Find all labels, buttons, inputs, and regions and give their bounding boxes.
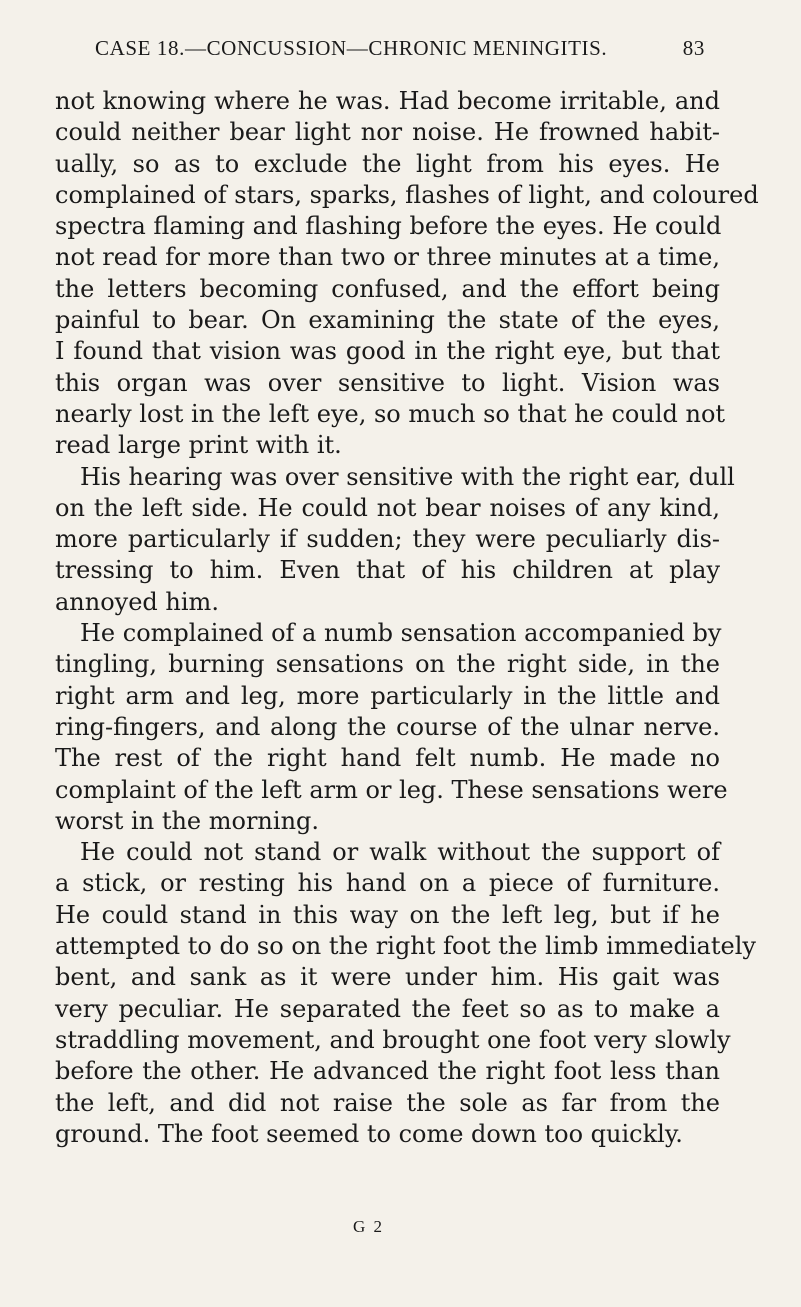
text-line: spectra flaming and flashing before the eyes. He could	[55, 212, 722, 241]
running-head	[95, 36, 705, 68]
text-line: I found that vision was good in the right eye, but that	[55, 337, 720, 366]
text-line: worst in the morning.	[55, 806, 320, 835]
text-line: tingling, burning sensations on the right side, in the	[55, 650, 720, 679]
text-line: not read for more than two or three minutes at a time,	[55, 243, 720, 272]
text-line: a stick, or resting his hand on a piece of furniture.	[55, 869, 720, 898]
text-line: bent, and sank as it were under him. His gait was	[55, 963, 720, 992]
text-line: nearly lost in the left eye, so much so that he could not	[55, 399, 726, 428]
text-line: on the left side. He could not bear noises of any kind,	[55, 493, 720, 522]
text-line: The rest of the right hand felt numb. He made no	[55, 744, 720, 773]
text-line: the left, and did not raise the sole as far from the	[55, 1088, 720, 1117]
text-line: before the other. He advanced the right foot less than	[55, 1057, 720, 1086]
text-line: attempted to do so on the right foot the limb immediately	[55, 932, 756, 961]
text-line: right arm and leg, more particularly in the little and	[55, 681, 720, 710]
signature-mark: G 2	[353, 1217, 385, 1236]
text-line: ring-fingers, and along the course of the ulnar nerve.	[55, 712, 720, 741]
text-line: He complained of a numb sensation accompanied by	[80, 619, 722, 648]
text-line: not knowing where he was. Had become irritable, and	[55, 87, 720, 115]
text-line: read large print with it.	[55, 431, 342, 460]
text-line: could neither bear light nor noise. He frowned habit-	[55, 118, 720, 147]
body-text	[55, 86, 759, 1150]
text-line: painful to bear. On examining the state of the eyes,	[55, 306, 720, 335]
text-line: He could stand in this way on the left leg, but if he	[55, 900, 720, 929]
text-line: annoyed him.	[55, 587, 219, 616]
text-line: more particularly if sudden; they were peculiarly dis-	[55, 525, 720, 554]
text-line: straddling movement, and brought one foot very slowly	[55, 1025, 731, 1054]
page-number: 83	[682, 36, 705, 60]
text-line: very peculiar. He separated the feet so as to make a	[55, 994, 720, 1023]
text-line: He could not stand or walk without the support of	[80, 838, 720, 867]
text-line: ground. The foot seemed to come down too quickly.	[55, 1119, 683, 1148]
running-title: CASE 18.—CONCUSSION—CHRONIC MENINGITIS.	[95, 36, 608, 60]
text-line: tressing to him. Even that of his children at play	[55, 556, 720, 585]
text-line: this organ was over sensitive to light. Vision was	[55, 368, 720, 397]
text-line: complaint of the left arm or leg. These sensations were	[55, 775, 728, 804]
text-line: the letters becoming confused, and the effort being	[55, 274, 720, 303]
text-line: His hearing was over sensitive with the right ear, dull	[80, 462, 735, 491]
text-line: ually, so as to exclude the light from his eyes. He	[55, 149, 720, 178]
text-line: complained of stars, sparks, flashes of light, and coloured	[55, 180, 759, 209]
